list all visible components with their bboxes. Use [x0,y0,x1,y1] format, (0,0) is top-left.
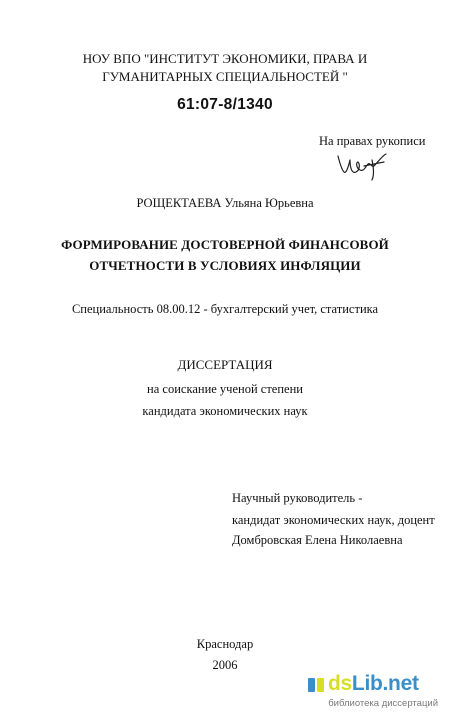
work-type-line-3: кандидата экономических наук [142,404,308,418]
thesis-title-line-1: ФОРМИРОВАНИЕ ДОСТОВЕРНОЙ ФИНАНСОВОЙ [61,237,389,252]
watermark-logo-part2: Lib [351,672,383,695]
watermark [306,672,438,712]
watermark-tagline: библиотека диссертаций [328,698,438,709]
specialty: Специальность 08.00.12 - бухгалтерский учет, статистика [71,302,379,316]
watermark-logo-part3: .net [382,672,419,695]
year: 2006 [212,658,238,672]
watermark-logo-part1: ds [328,672,352,695]
dslib-logo-icon [306,675,326,695]
institution-line-2: ГУМАНИТАРНЫХ СПЕЦИАЛЬНОСТЕЙ " [102,69,348,84]
work-type-line-2: на соискание ученой степени [147,382,303,396]
institution-line-1: НОУ ВПО "ИНСТИТУТ ЭКОНОМИКИ, ПРАВА И [82,51,368,66]
signature-icon [334,150,390,182]
supervisor-degree: кандидат экономических наук, доцент [232,513,435,527]
catalog-code: 61:07-8/1340 [177,96,273,113]
watermark-logo [328,672,419,696]
supervisor-heading: Научный руководитель - [232,491,363,505]
work-type-label: ДИССЕРТАЦИЯ [177,357,273,372]
thesis-title-line-2: ОТЧЕТНОСТИ В УСЛОВИЯХ ИНФЛЯЦИИ [89,258,361,273]
supervisor-name: Домбровская Елена Николаевна [232,533,403,547]
city: Краснодар [196,637,254,651]
author-name: РОЩЕКТАЕВА Ульяна Юрьевна [136,196,314,210]
manuscript-note: На правах рукописи [319,134,426,148]
